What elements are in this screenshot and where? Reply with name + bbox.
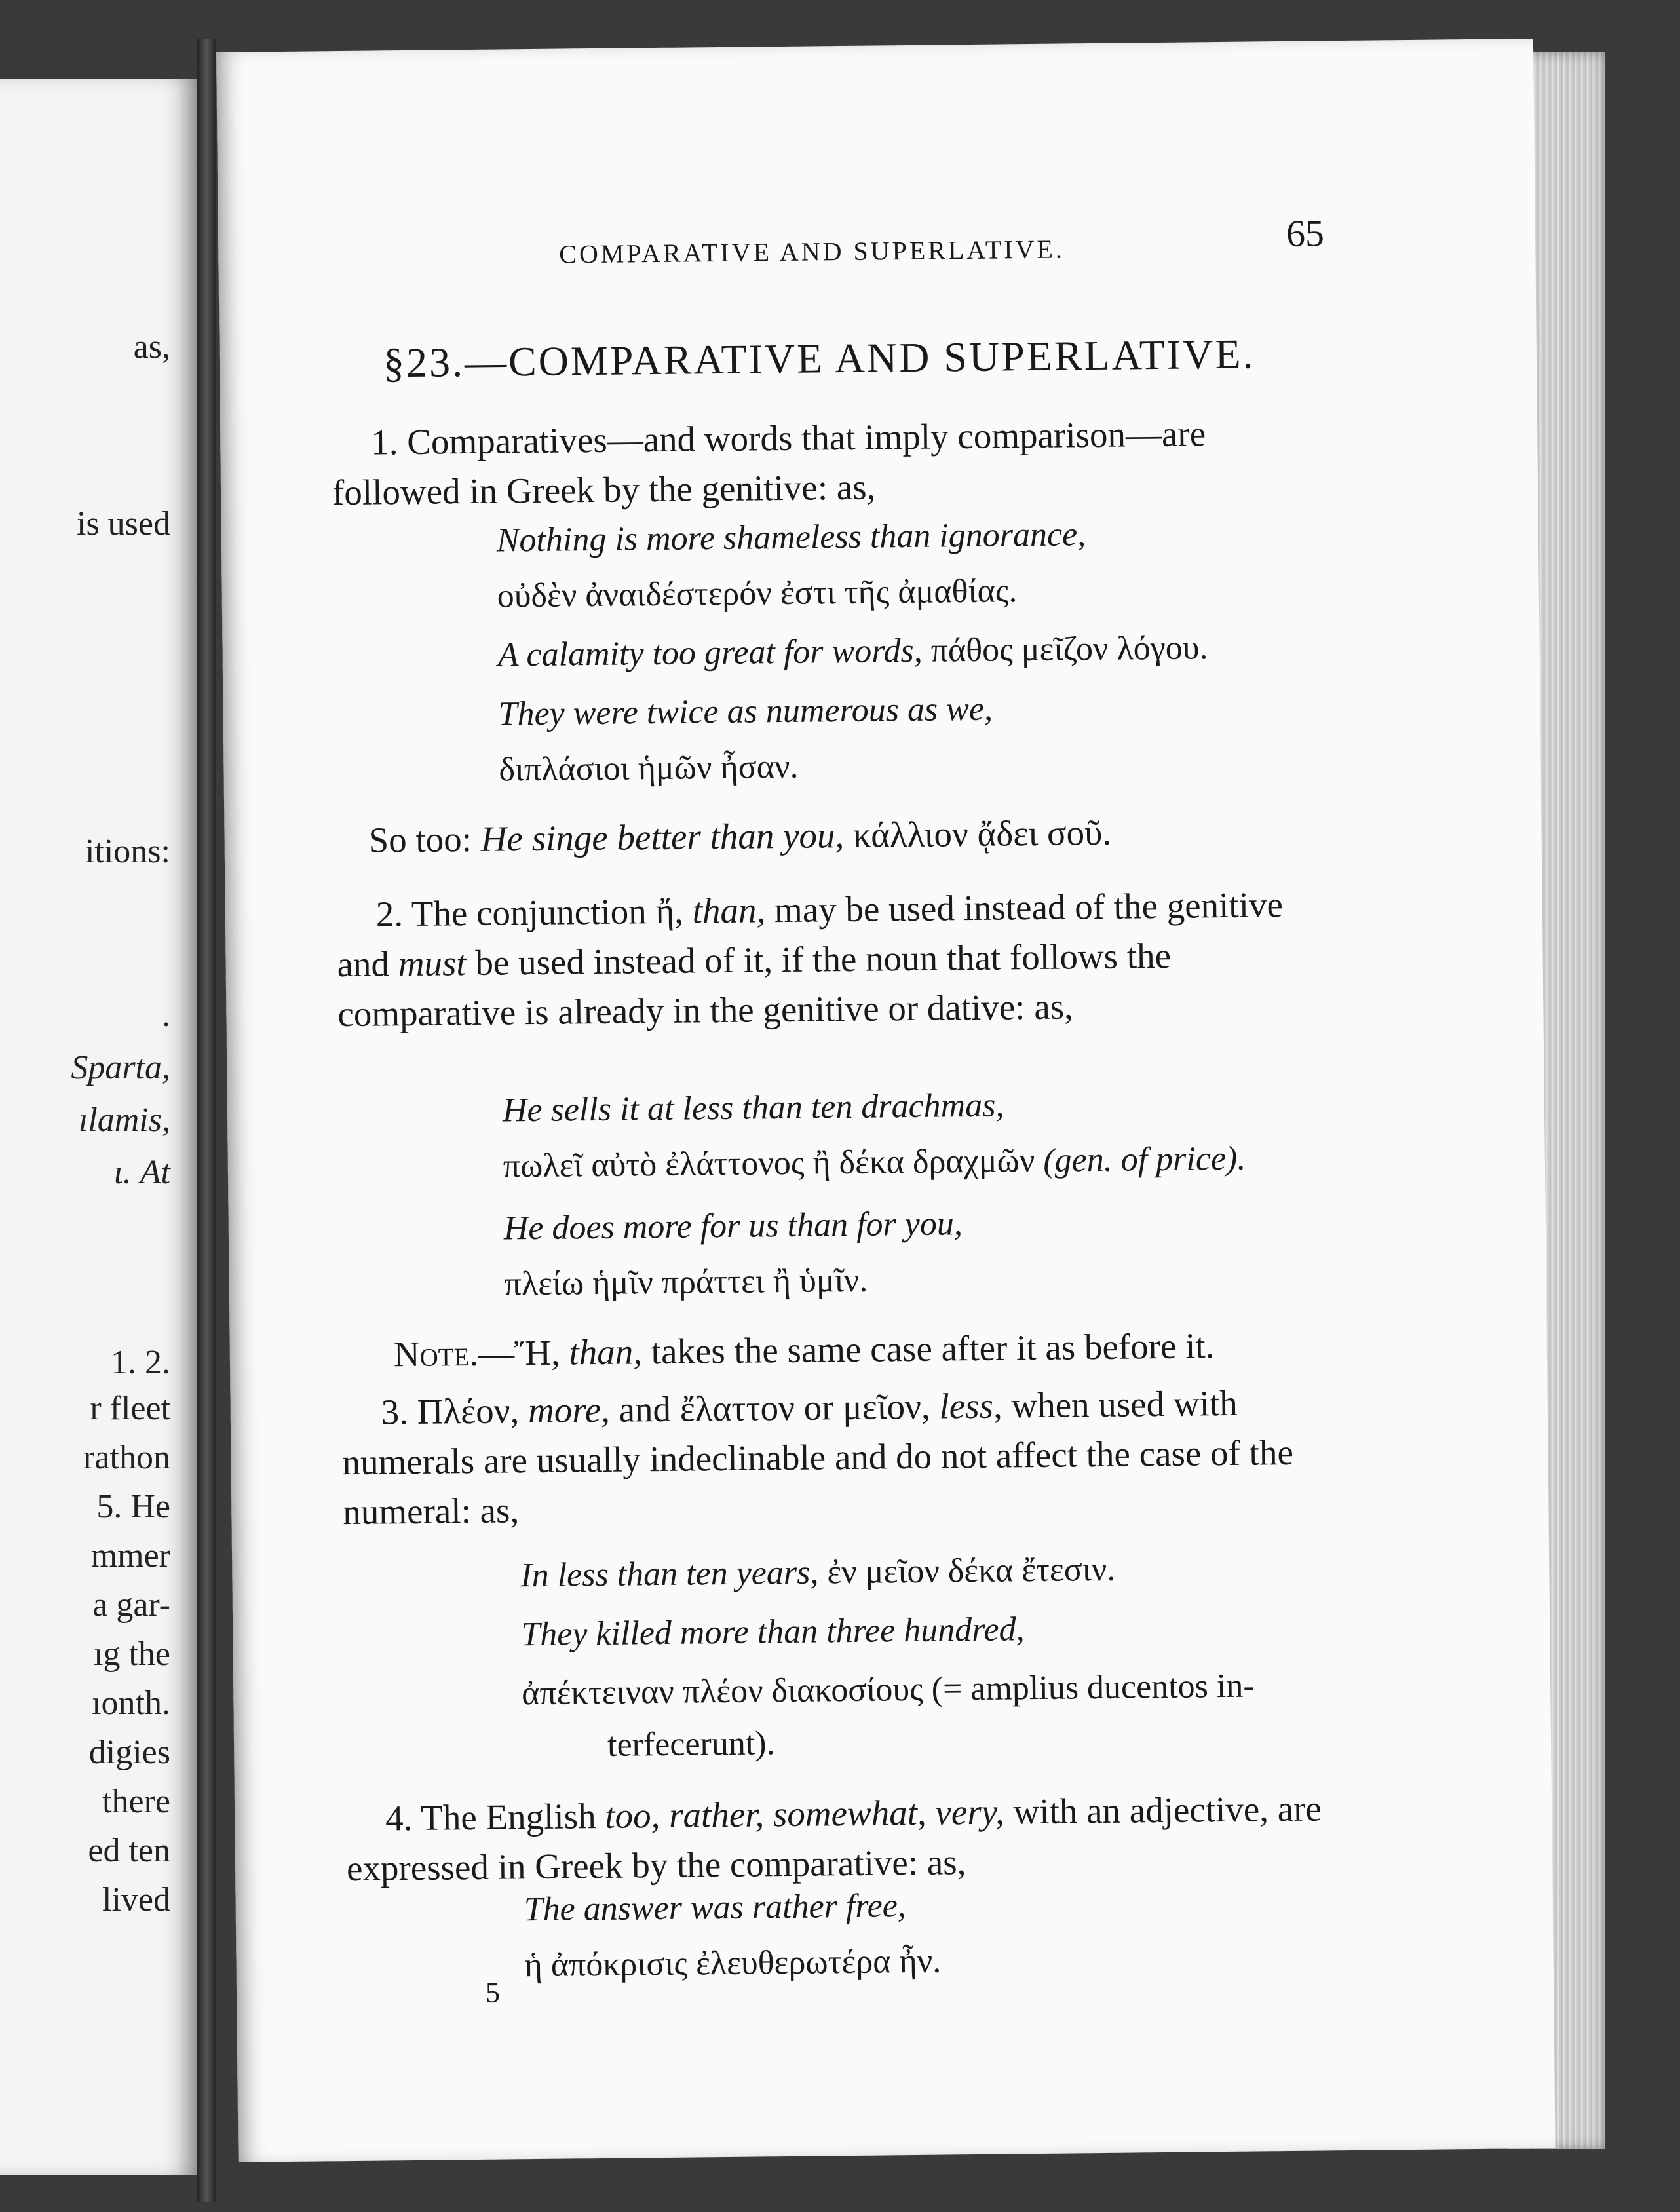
example-3-1: [520, 1544, 1116, 1603]
left-page-fragment: there: [102, 1783, 170, 1820]
p3-num: 3.: [381, 1392, 409, 1432]
p3-elatton: ἔλαττον: [679, 1387, 795, 1429]
left-page-fragment: itions:: [85, 833, 170, 870]
example-3-2-latin-cont: terfecerunt).: [607, 1725, 775, 1764]
left-page-fragment: ι. At: [113, 1154, 170, 1191]
section-title: §23.—COMPARATIVE AND SUPERLATIVE.: [383, 330, 1255, 387]
so-too-lead: So too:: [368, 818, 472, 860]
page-number: 65: [1286, 212, 1325, 255]
left-page-fragment: .: [162, 997, 170, 1034]
paragraph-4: [346, 1783, 1330, 1894]
left-page-fragment: r fleet: [90, 1390, 170, 1427]
example-note: (gen. of price).: [1042, 1139, 1246, 1179]
left-page-fragment: Sparta,: [71, 1049, 170, 1086]
example-english: They were twice as numerous as we,: [498, 690, 993, 733]
example-english: He sells it at less than ten drachmas,: [502, 1086, 1004, 1130]
p2-eta: ἤ,: [655, 890, 684, 932]
example-3-2-greek: [522, 1660, 1255, 1721]
example-latin: (= amplius ducentos in-: [931, 1667, 1255, 1708]
p2-rest: be used instead of it, if the noun that follows the comparative is already in the genitive or dative: as,: [337, 935, 1172, 1035]
note-label: Note.: [393, 1333, 479, 1375]
right-page: [216, 39, 1556, 2162]
example-2-1: [503, 1079, 1004, 1137]
left-page-fragment: ıonth.: [92, 1685, 170, 1722]
example-2-2: [503, 1198, 963, 1255]
paragraph-1: 1. Comparatives—and words that imply comparison—are followed in Greek by the genitive: as,: [332, 413, 1206, 513]
example-english: A calamity too great for words,: [497, 632, 923, 674]
p2-must: must: [398, 943, 467, 984]
left-page-fragment: lived: [102, 1881, 170, 1918]
p3-pleon: Πλέον,: [417, 1390, 520, 1432]
book-gutter: [197, 39, 216, 2202]
left-page-fragment: as,: [133, 328, 170, 366]
left-page-fragment: 1. 2.: [111, 1344, 170, 1381]
example-1-3-greek: διπλάσιοι ἡμῶν ἦσαν.: [499, 748, 799, 789]
example-1-2: [497, 622, 1208, 681]
so-too-english: He singe better than you,: [480, 815, 845, 859]
p3-more: more,: [527, 1389, 611, 1431]
p3-less: less,: [939, 1385, 1003, 1426]
note-eta: —Ἤ,: [478, 1332, 561, 1373]
left-page-fragment: ılamis,: [78, 1101, 170, 1139]
p4-words: too, rather, somewhat, very,: [604, 1791, 1005, 1836]
example-greek: ἐν μεῖον δέκα ἔτεσιν.: [826, 1550, 1116, 1592]
p3-meion: μεῖον,: [842, 1386, 931, 1428]
left-page-fragment: digies: [88, 1734, 170, 1771]
p3-and: and: [619, 1388, 672, 1430]
note-rest: takes the same case after it as before it.: [651, 1325, 1215, 1372]
example-english: Nothing is more shameless than ignorance,: [496, 516, 1086, 560]
left-page-fragment: ıg the: [94, 1635, 170, 1673]
p2-than: than,: [692, 890, 766, 931]
paragraph-2: [336, 879, 1320, 1039]
so-too-greek: κάλλιον ᾄδει σοῦ.: [852, 812, 1112, 855]
p4-rest: with an adjective, are expressed in Greek by the comparative: as,: [346, 1788, 1322, 1889]
p2-num: 2. The conjunction: [375, 891, 647, 934]
p4-num: 4. The English: [385, 1796, 596, 1839]
left-page-fragment: 5. He: [96, 1488, 170, 1525]
example-1-1: [496, 508, 1086, 567]
example-4-1: [524, 1880, 906, 1936]
left-page-fragment: a gar-: [92, 1586, 170, 1624]
example-3-2: [521, 1603, 1025, 1661]
so-too-line: [368, 807, 1111, 867]
note-line: [393, 1320, 1214, 1381]
example-2-2-greek: πλείω ἡμῖν πράττει ἢ ὑμῖν.: [504, 1261, 868, 1303]
example-2-1-greek: [503, 1133, 1246, 1193]
p2-mid: may be used instead of the genitive and: [337, 885, 1284, 985]
example-4-1-greek: ἡ ἀπόκρισις ἐλευθερωτέρα ἦν.: [524, 1942, 942, 1985]
left-page-fragment: ed ten: [88, 1832, 170, 1869]
example-english: He does more for us than for you,: [503, 1205, 963, 1248]
left-page-fragment: mmer: [90, 1537, 170, 1574]
example-english: In less than ten years,: [520, 1554, 819, 1595]
p3-or: or: [803, 1387, 834, 1428]
example-english: They killed more than three hundred,: [521, 1611, 1025, 1654]
example-greek: ἀπέκτειναν πλέον διακοσίους: [521, 1670, 924, 1713]
p3-rest: when used with numerals are usually indeclinable and do not affect the case of the numeral: as,: [342, 1382, 1294, 1533]
example-english: The answer was rather free,: [524, 1887, 907, 1929]
running-head: COMPARATIVE AND SUPERLATIVE.: [559, 234, 1065, 269]
left-page: [0, 79, 197, 2175]
example-1-3: [498, 683, 993, 741]
signature-mark: 5: [485, 1976, 501, 2009]
example-1-1-greek: οὐδὲν ἀναιδέστερόν ἐστι τῆς ἀμαθίας.: [497, 572, 1018, 615]
example-greek: πωλεῖ αὐτὸ ἐλάττονος ἢ δέκα δραχμῶν: [503, 1142, 1035, 1185]
left-page-fragment: rathon: [83, 1439, 170, 1476]
example-greek: πάθος μεῖζον λόγου.: [930, 629, 1208, 670]
paragraph-3: [341, 1377, 1326, 1537]
left-page-fragment: is used: [77, 505, 170, 543]
note-than: than,: [569, 1331, 643, 1373]
